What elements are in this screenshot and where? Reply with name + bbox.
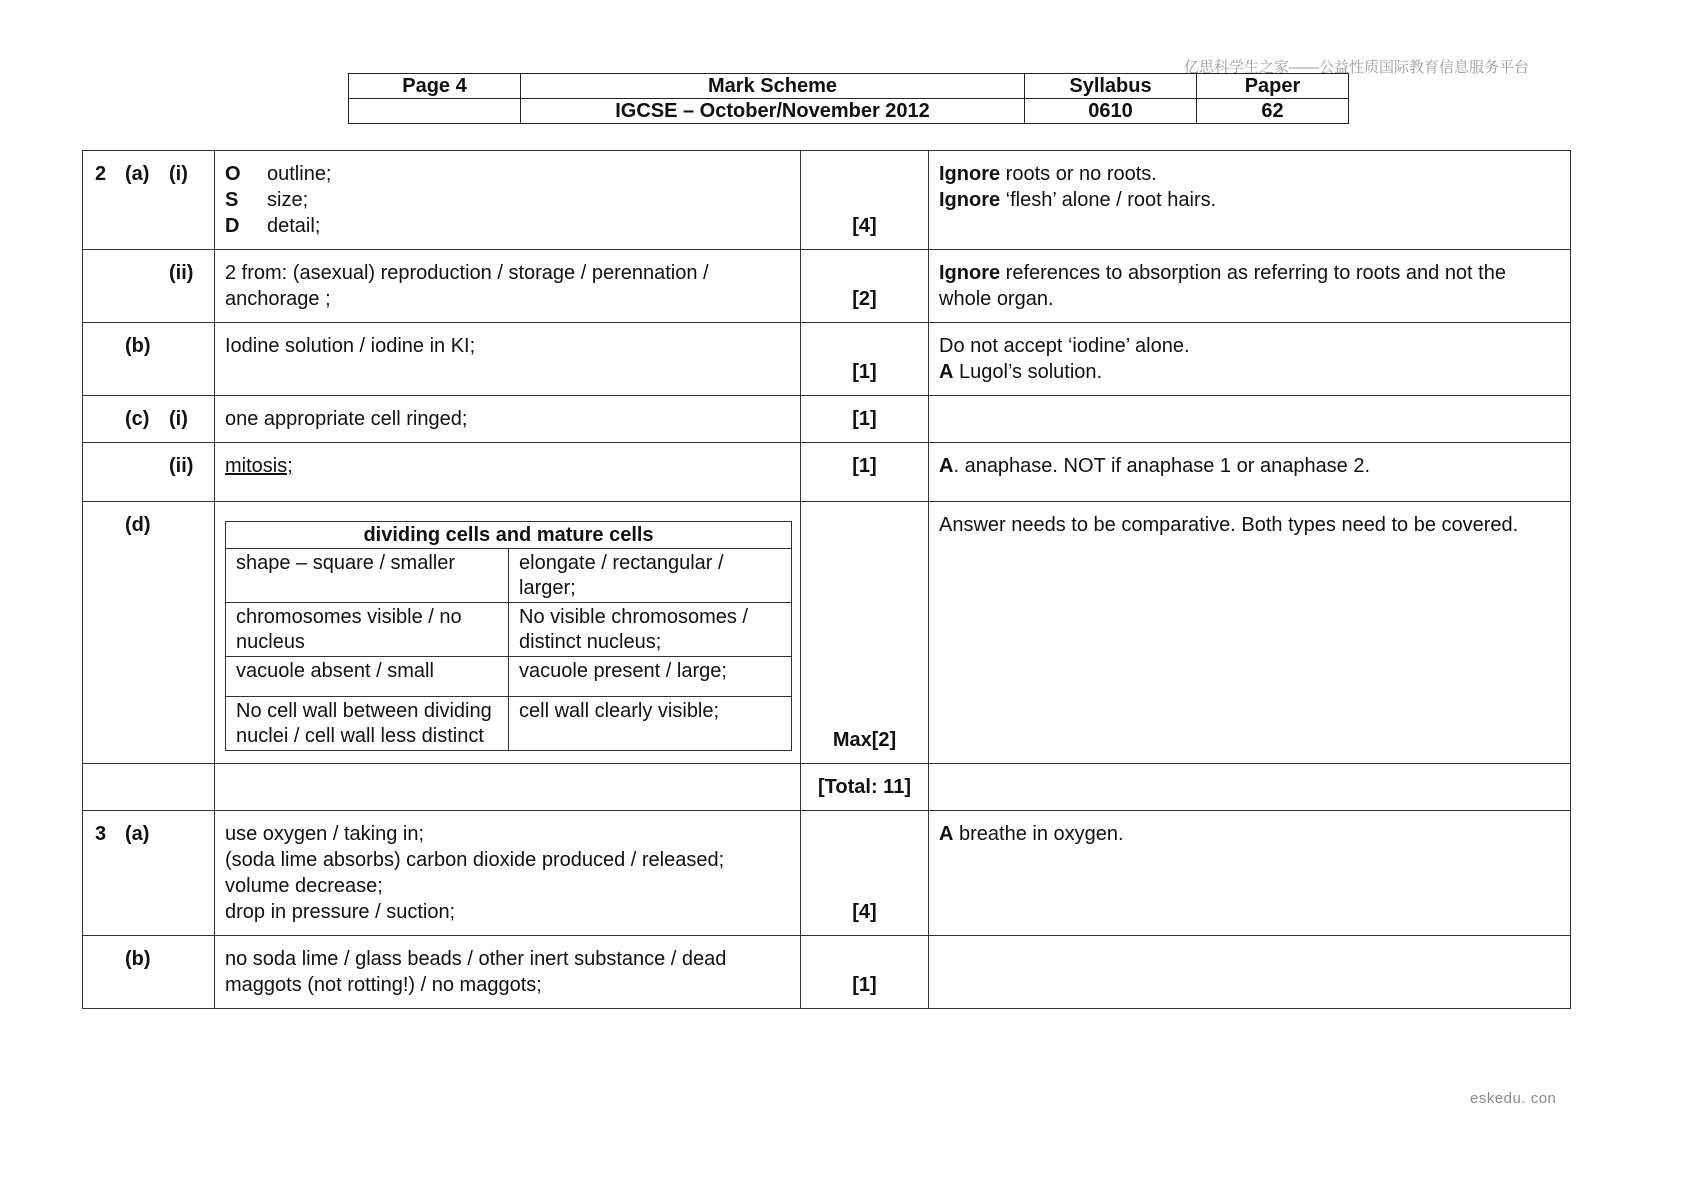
guidance-cell: Ignore roots or no roots. Ignore ‘flesh’ alone / root hairs. bbox=[929, 151, 1571, 250]
answer-cell: Iodine solution / iodine in KI; bbox=[215, 323, 801, 396]
guidance-cell: A breathe in oxygen. bbox=[929, 811, 1571, 936]
comparison-table-title: dividing cells and mature cells bbox=[226, 522, 792, 549]
question-label: (c) (i) bbox=[83, 396, 215, 443]
answer-cell: one appropriate cell ringed; bbox=[215, 396, 801, 443]
mark-cell: [1] bbox=[801, 936, 929, 1009]
header-syllabus: 0610 bbox=[1025, 99, 1197, 124]
guidance-cell bbox=[929, 936, 1571, 1009]
row-2d bbox=[83, 502, 1571, 764]
guidance-cell: Answer needs to be comparative. Both types need to be covered. bbox=[929, 502, 1571, 764]
header-exam: IGCSE – October/November 2012 bbox=[521, 99, 1025, 124]
watermark-bottom: eskedu. con bbox=[1470, 1090, 1557, 1107]
header-mark-scheme: Mark Scheme bbox=[521, 74, 1025, 99]
guidance-cell: Do not accept ‘iodine’ alone. A Lugol’s solution. bbox=[929, 323, 1571, 396]
question-label: (ii) bbox=[83, 443, 215, 502]
comparison-row: chromosomes visible / no nucleus No visible chromosomes / distinct nucleus; bbox=[226, 603, 792, 657]
mark-cell: [1] bbox=[801, 443, 929, 502]
total-mark-cell: [Total: 11] bbox=[801, 764, 929, 811]
header-table bbox=[348, 73, 1349, 124]
header-page: Page 4 bbox=[349, 74, 521, 99]
answer-cell bbox=[215, 502, 801, 764]
question-label: 2 (a) (i) bbox=[83, 151, 215, 250]
answer-cell: use oxygen / taking in; (soda lime absorbs) carbon dioxide produced / released; volume decrease; drop in pressure / suction; bbox=[215, 811, 801, 936]
row-3b bbox=[83, 936, 1571, 1009]
mark-cell: [4] bbox=[801, 811, 929, 936]
header-paper-label: Paper bbox=[1197, 74, 1349, 99]
answer-cell: 2 from: (asexual) reproduction / storage / perennation / anchorage ; bbox=[215, 250, 801, 323]
row-total-2 bbox=[83, 764, 1571, 811]
question-label: 3 (a) bbox=[83, 811, 215, 936]
header-blank bbox=[349, 99, 521, 124]
header-syllabus-label: Syllabus bbox=[1025, 74, 1197, 99]
question-label bbox=[83, 764, 215, 811]
row-3a bbox=[83, 811, 1571, 936]
guidance-cell bbox=[929, 396, 1571, 443]
comparison-row: shape – square / smaller elongate / rectangular / larger; bbox=[226, 549, 792, 603]
answer-cell: no soda lime / glass beads / other inert substance / dead maggots (not rotting!) / no maggots; bbox=[215, 936, 801, 1009]
mark-cell: Max[2] bbox=[801, 502, 929, 764]
mark-cell: [4] bbox=[801, 151, 929, 250]
mark-cell: [2] bbox=[801, 250, 929, 323]
guidance-cell: A. anaphase. NOT if anaphase 1 or anaphase 2. bbox=[929, 443, 1571, 502]
mark-cell: [1] bbox=[801, 396, 929, 443]
row-2a-ii bbox=[83, 250, 1571, 323]
answer-cell bbox=[215, 764, 801, 811]
comparison-row: vacuole absent / small vacuole present / large; bbox=[226, 657, 792, 697]
comparison-row: No cell wall between dividing nuclei / cell wall less distinct cell wall clearly visible; bbox=[226, 697, 792, 751]
guidance-cell: Ignore references to absorption as referring to roots and not the whole organ. bbox=[929, 250, 1571, 323]
mark-cell: [1] bbox=[801, 323, 929, 396]
watermark-top: 亿思科学生之家——公益性质国际教育信息服务平台 bbox=[1184, 59, 1530, 76]
question-label: (b) bbox=[83, 323, 215, 396]
question-label: (ii) bbox=[83, 250, 215, 323]
row-2c-i bbox=[83, 396, 1571, 443]
header-paper: 62 bbox=[1197, 99, 1349, 124]
question-label: (b) bbox=[83, 936, 215, 1009]
comparison-table bbox=[225, 521, 792, 751]
answer-cell: mitosis; bbox=[215, 443, 801, 502]
row-2b bbox=[83, 323, 1571, 396]
row-2c-ii bbox=[83, 443, 1571, 502]
guidance-cell bbox=[929, 764, 1571, 811]
question-label: (d) bbox=[83, 502, 215, 764]
answer-cell: O outline; S size; D detail; bbox=[215, 151, 801, 250]
row-2a-i bbox=[83, 151, 1571, 250]
mark-scheme-table bbox=[82, 150, 1571, 1009]
